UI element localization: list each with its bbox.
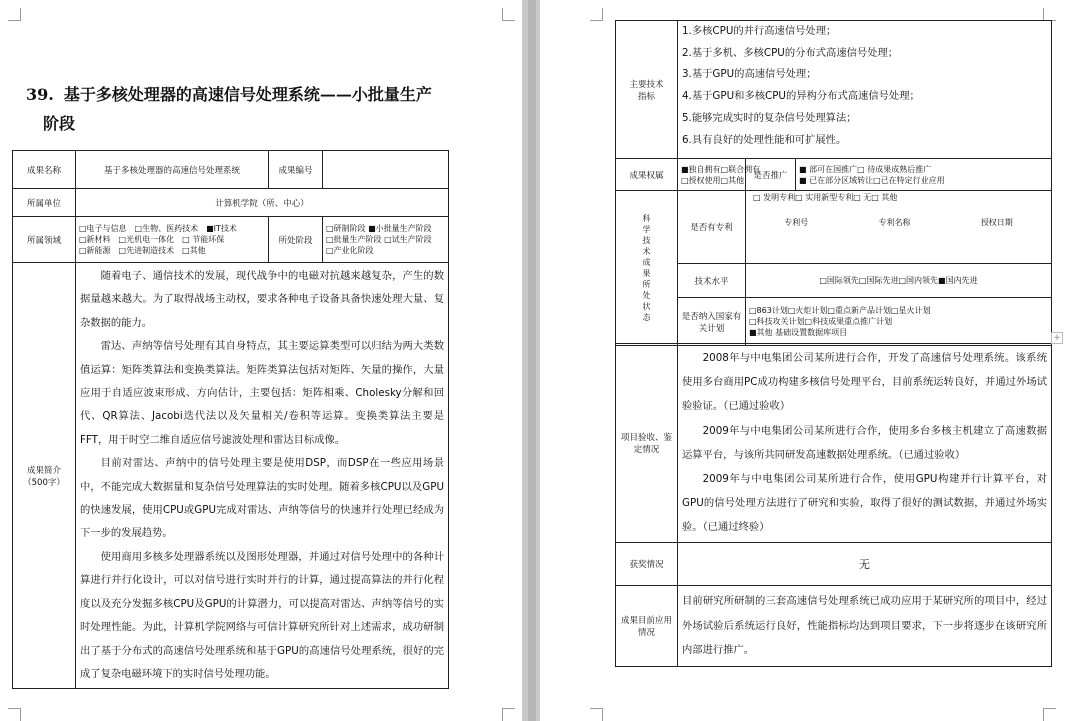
acceptance-text <box>678 344 1052 543</box>
acceptance-paragraph: 2009年与中电集团公司某所进行合作，使用GPU构建并行计算平台，对GPU的信号处理方法进行了研究和实验，取得了很好的测试数据，并通过外场实验。（已通过终验） <box>682 473 1047 534</box>
indicator-item: 6.具有良好的处理性能和可扩展性。 <box>682 133 847 146</box>
level-options: □国际领先□国际先进□国内领先■国内先进 <box>746 264 1052 298</box>
plan-options <box>746 298 1052 346</box>
promote-option-row: ■ 已在部分区域转让□已在特定行业应用 <box>799 175 945 185</box>
intro-paragraph: 雷达、声纳等信号处理有其自身特点，其主要运算类型可以归结为两大类数值运算：矩阵类算法和变换类算法。矩阵类算法包括对矩阵、矢量的操作，大量应用于自适应波束形成、方向估计，主要包括：矩阵相乘、Cholesky分解和回代、QR算法、Jacobi迭代法以及矢量相关/卷积等运算。变换类算法主要是FFT，用于时空二维自适应信号滤波处理和雷达目标成像。 <box>80 340 444 446</box>
ownership-options <box>678 159 761 191</box>
intro-label-cell <box>13 263 76 689</box>
patent-cell <box>746 191 1052 264</box>
title-line-1: 基于多核处理器的高速信号处理系统——小批量生产 <box>63 85 432 104</box>
plan-option-row: □科技攻关计划□科技成果重点推广计划 <box>749 317 893 326</box>
indicator-item: 4.基于GPU和多核CPU的异构分布式高速信号处理； <box>682 90 920 103</box>
indicators-list <box>678 21 1052 159</box>
plan-option-row: ■其他 基础设置数据库项目 <box>749 328 848 337</box>
code-label: 成果编号 <box>269 151 323 189</box>
indicator-item: 1.多核CPU的并行高速信号处理； <box>682 25 837 37</box>
name-value: 基于多核处理器的高速信号处理系统 <box>76 151 269 189</box>
intro-text <box>76 263 449 689</box>
stage-option-row: □产业化阶段 <box>326 246 374 255</box>
name-label: 成果名称 <box>13 151 76 189</box>
crop-mark <box>502 8 515 21</box>
status-table <box>615 190 1052 346</box>
field-option-row: □新材料 □光机电一体化 □ 节能环保 <box>79 235 225 244</box>
patent-label: 是否有专利 <box>678 191 746 264</box>
page-gap <box>522 0 540 721</box>
intro-paragraph: 目前对雷达、声纳中的信号处理主要是使用DSP，而DSP在一些应用场景中，不能完成大数据量和复杂信号处理算法的实时处理。随着多核CPU以及GPU的快速发展，使用CPU或GPU完成对雷达、声纳等信号的快速并行处理已经成为下一步的发展趋势。 <box>80 457 444 540</box>
application-paragraph: 目前研究所研制的三套高速信号处理系统已成功应用于某研究所的项目中，经过外场试验后系统运行良好，性能指标均达到项目要求，下一步将逐步在该研究所内部进行推广。 <box>682 595 1047 656</box>
ownership-option-row: □授权使用□其他 <box>681 175 745 185</box>
plan-label: 是否纳入国家有关计划 <box>678 298 746 346</box>
field-option-row: □新能源 □先进制造技术 □其他 <box>79 246 206 255</box>
patent-columns <box>749 217 1048 228</box>
unit-label: 所属单位 <box>13 189 76 217</box>
promote-option-row: ■ 部可在国推广□ 待成果成熟后推广 <box>799 164 932 174</box>
status-label: 科学技术成果所处状态 <box>642 214 651 322</box>
stage-option-row: □批量生产阶段 □试生产阶段 <box>326 235 432 244</box>
crop-mark <box>502 708 515 721</box>
indicator-item: 2.基于多机、多核CPU的分布式高速信号处理； <box>682 46 899 59</box>
crop-mark <box>590 8 603 21</box>
ownership-label: 成果权属 <box>616 159 678 191</box>
promote-options <box>796 159 1052 191</box>
stage-option-row: □研制阶段 ■小批量生产阶段 <box>326 224 432 233</box>
level-label: 技术水平 <box>678 264 746 298</box>
result-table <box>615 343 1052 667</box>
indicator-item: 3.基于GPU的高速信号处理； <box>682 68 817 81</box>
acceptance-label: 项目验收、鉴定情况 <box>616 344 678 543</box>
patent-name-header: 专利名称 <box>878 218 911 227</box>
acceptance-paragraph: 2009年与中电集团公司某所进行合作，使用多台多核主机建立了高速数据运算平台，与该所共同研发高速数据处理系统。（已通过验收） <box>682 424 1047 461</box>
crop-mark <box>1043 708 1056 721</box>
achievement-table <box>12 150 449 689</box>
plan-option-row: □863计划□火炬计划□重点新产品计划□星火计划 <box>749 306 931 315</box>
intro-paragraph: 随着电子、通信技术的发展，现代战争中的电磁对抗越来越复杂，产生的数据量越来越大。为了取得战场主动权，要求各种电子设备具备快速处理大量、复杂数据的能力。 <box>80 270 444 329</box>
page-title <box>26 80 446 138</box>
field-options <box>76 217 269 263</box>
document-page-1 <box>0 0 522 721</box>
unit-value: 计算机学院（所、中心） <box>76 189 449 217</box>
patent-options: □ 发明专利□ 实用新型专利□ 无□ 其他 <box>753 193 898 202</box>
code-value <box>323 151 449 189</box>
application-text <box>678 585 1052 666</box>
stage-label: 所处阶段 <box>269 217 323 263</box>
intro-paragraph: 使用商用多核多处理器系统以及图形处理器，并通过对信号处理中的各种计算进行并行化设计，可以对信号进行实时并行的计算，通过提高算法的并行化程度以及充分发掘多核CPU及GPU的计算潜力，可以提高对雷达、声纳等信号的实时处理性能。为此，计算机学院网络与可信计算研究所针对上述需求，成功研制出了基于分布式的高速信号处理系统和基于GPU的高速信号处理系统，很好的完成了复杂电磁环境下的实时信号处理功能。 <box>80 550 444 680</box>
title-line-2: 阶段 <box>43 114 76 133</box>
acceptance-paragraph: 2008年与中电集团公司某所进行合作，开发了高速信号处理系统。该系统使用多台商用PC成功构建多核信号处理平台，目前系统运转良好，并通过外场试验验证。（已通过验收） <box>682 352 1047 413</box>
indicators-label: 主要技术 指标 <box>616 21 678 159</box>
patent-date-header: 授权日期 <box>980 218 1013 227</box>
application-label: 成果目前应用情况 <box>616 585 678 666</box>
award-value: 无 <box>678 542 1052 585</box>
stage-options <box>323 217 449 263</box>
patent-number-header: 专利号 <box>784 218 809 227</box>
ownership-option-row: ■独自拥有□联合拥有 <box>681 164 761 174</box>
crop-mark <box>590 708 603 721</box>
crop-mark <box>8 8 21 21</box>
intro-label: 成果简介 <box>26 465 61 476</box>
field-label: 所属领域 <box>13 217 76 263</box>
award-label: 获奖情况 <box>616 542 678 585</box>
promote-label: 是否推广 <box>746 159 796 191</box>
title-number: 39. <box>26 85 54 104</box>
status-label-cell <box>616 191 678 346</box>
achievement-table-continued <box>615 20 1052 191</box>
crop-mark <box>8 708 21 721</box>
field-option-row: □电子与信息 □生物、医药技术 ■IT技术 <box>79 224 237 233</box>
add-row-icon[interactable]: + <box>1051 332 1063 344</box>
intro-word-limit: （500字） <box>23 477 65 488</box>
indicator-item: 5.能够完成实时的复杂信号处理算法； <box>682 111 857 124</box>
document-page-2 <box>540 0 1065 721</box>
